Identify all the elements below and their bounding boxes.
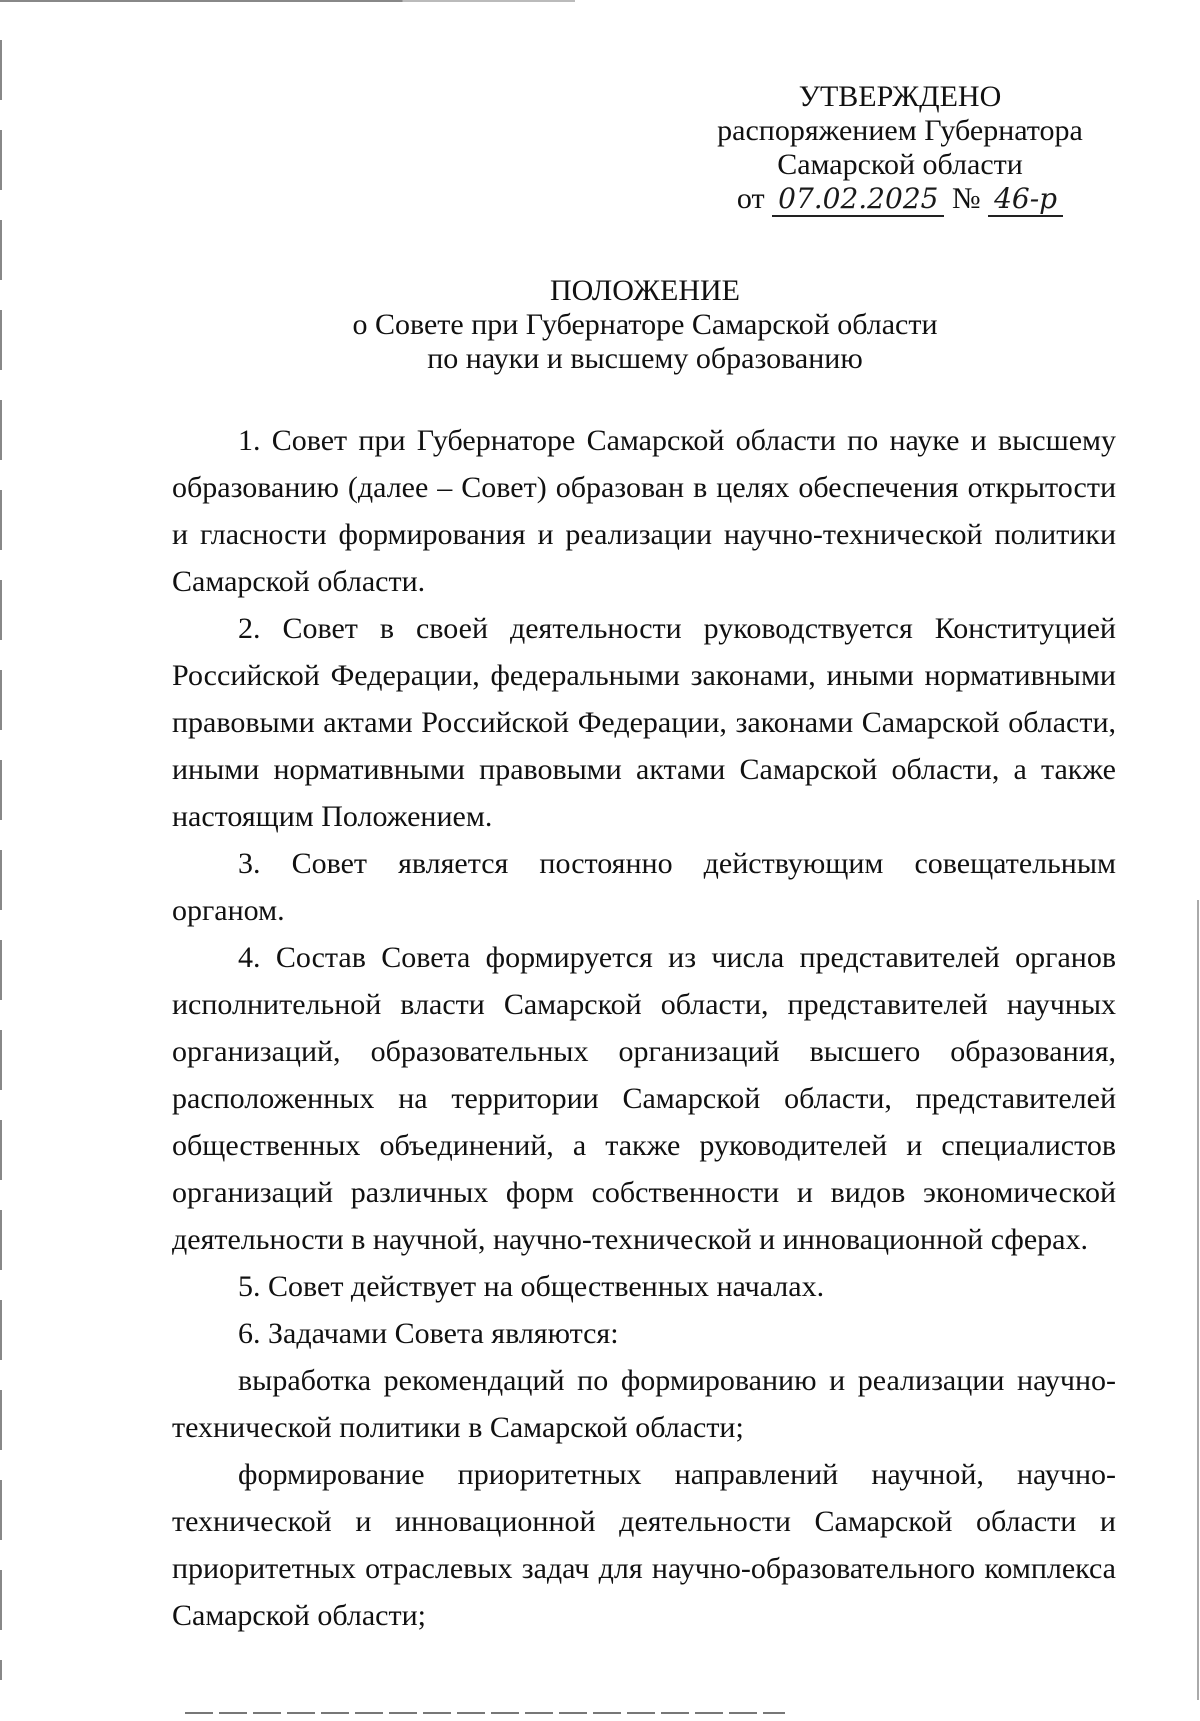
document-title (280, 274, 1010, 376)
paragraph-5: 5. Совет действует на общественных началах. (238, 1270, 825, 1303)
paragraph-4: 4. Состав Совета формируется из числа представителей органов исполнительной власти Самарской области, представителей научных организаций, образовательных организаций высшего образования, расположенных на территории Самарской области, представителей общественных объединений, а также руководителей и специалистов организаций различных форм собственности и видов экономической деятельности в научной, научно-технической и инновационной сферах. (172, 941, 1116, 1256)
paragraph-7: выработка рекомендаций по формированию и реализации научно-технической политики в Самарской области; (172, 1364, 1116, 1444)
scan-artifact-bottom (185, 1712, 785, 1714)
scan-artifact-top (0, 0, 575, 2)
approval-number-prefix: № (951, 182, 981, 215)
approval-region: Самарской области (777, 148, 1023, 181)
paragraph-6: 6. Задачами Совета являются: (238, 1317, 619, 1350)
scan-artifact-left (0, 40, 2, 1680)
approval-stamp-block (700, 80, 1100, 216)
title-line-2: о Совете при Губернаторе Самарской области (352, 308, 938, 341)
title-line-3: по науки и высшему образованию (427, 342, 863, 375)
approval-issuer: распоряжением Губернатора (717, 114, 1083, 147)
paragraph-3: 3. Совет является постоянно действующим совещательным органом. (172, 847, 1116, 927)
approval-number-handwritten: 46-р (988, 182, 1063, 217)
paragraph-2: 2. Совет в своей деятельности руководствуется Конституцией Российской Федерации, федеральными законами, иными нормативными правовыми актами Российской Федерации, законами Самарской области, иными нормативными правовыми актами Самарской области, а также настоящим Положением. (172, 612, 1116, 833)
title-heading: ПОЛОЖЕНИЕ (550, 274, 740, 307)
approval-date-line (700, 182, 1100, 216)
approval-date-handwritten: 07.02.2025 (772, 182, 944, 217)
document-body (172, 417, 1116, 1639)
approval-heading: УТВЕРЖДЕНО (798, 80, 1002, 113)
approval-date-prefix: от (736, 182, 765, 215)
paragraph-8: формирование приоритетных направлений научной, научно-технической и инновационной деятельности Самарской области и приоритетных отраслевых задач для научно-образовательного комплекса Самарской области; (172, 1458, 1116, 1632)
scan-artifact-right (1197, 900, 1199, 1700)
paragraph-1: 1. Совет при Губернаторе Самарской области по науке и высшему образованию (далее – Совет) образован в целях обеспечения открытости и гласности формирования и реализации научно-технической политики Самарской области. (172, 424, 1116, 598)
